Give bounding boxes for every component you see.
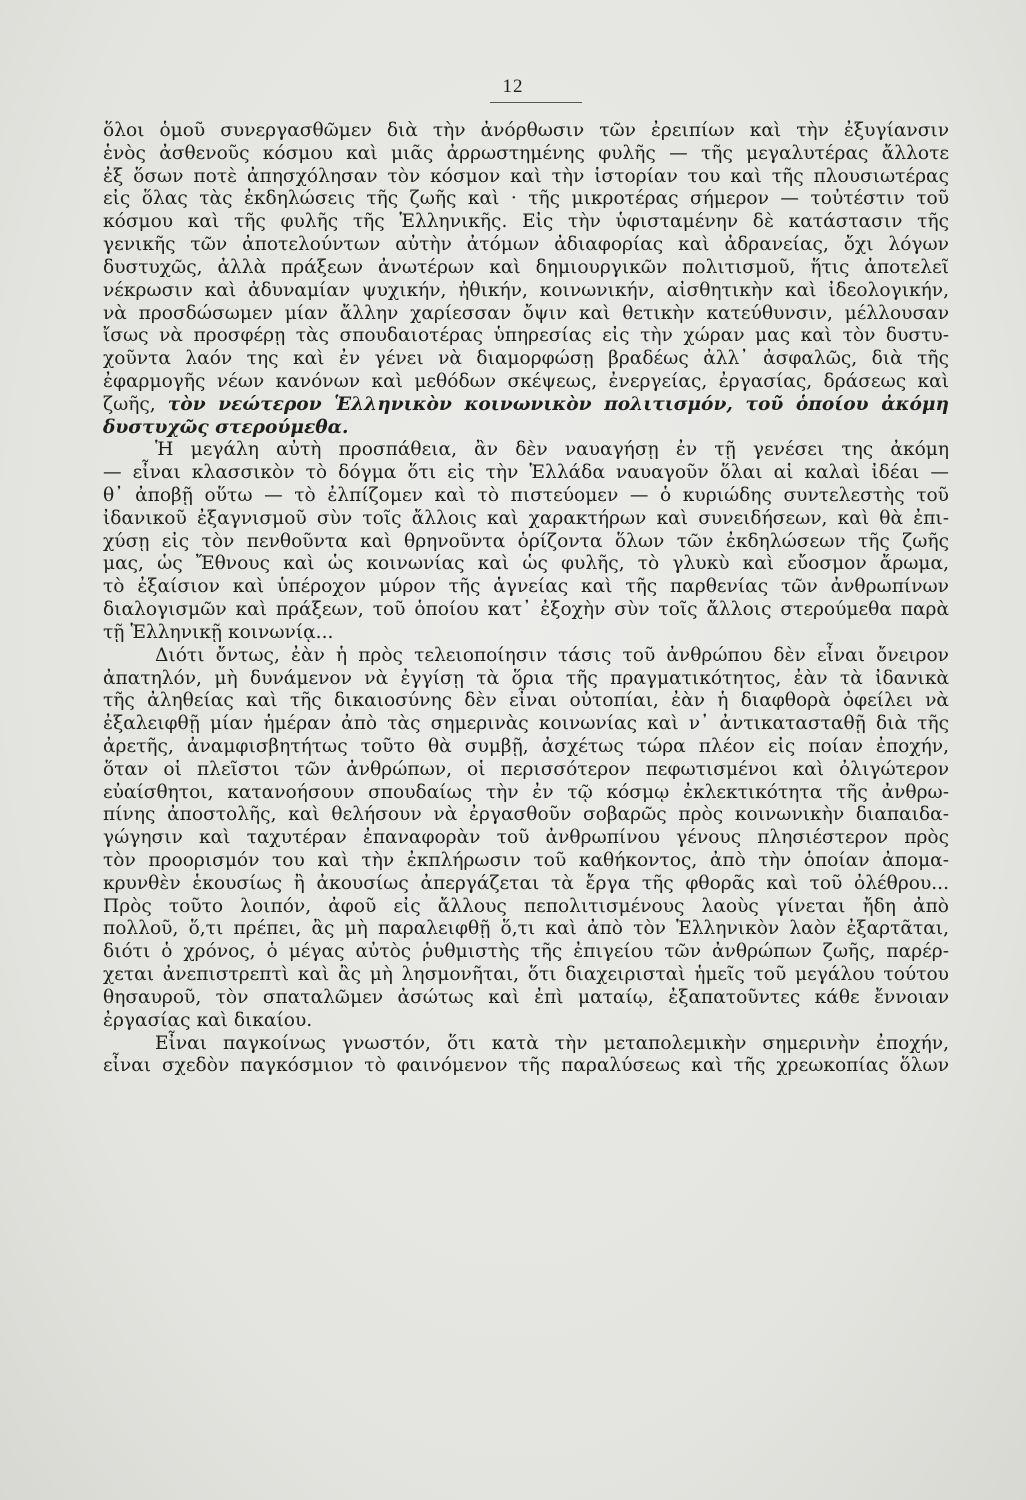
- text-line: ἰδανικοῦ ἐξαγνισμοῦ σὺν τοῖς ἄλλοις καὶ χαρακτήρων καὶ συνειδήσεων, καὶ θὰ ἐπι-: [103, 507, 949, 529]
- text-line: πίνης ἀποστολῆς, καὶ θελήσουν νὰ ἐργασθοῦν σοβαρῶς πρὸς κοινωνικὴν διαπαιδα-: [103, 804, 949, 826]
- text-line: διαλογισμῶν καὶ πράξεων, τοῦ ὁποίου κατ᾽ ἐξοχὴν σὺν τοῖς ἄλλοις στερούμεθα παρὰ: [103, 599, 949, 621]
- text-line: ἴσως νὰ προσφέρῃ τὰς σπουδαιοτέρας ὑπηρεσίας εἰς τὴν χώραν μας καὶ τὸν δυστυ-: [103, 325, 949, 347]
- text-line: κρυνθὲν ἑκουσίως ἢ ἀκουσίως ἀπεργάζεται τὰ ἔργα τῆς φθορᾶς καὶ τοῦ ὀλέθρου...: [103, 872, 949, 894]
- text-line: ἐφαρμογῆς νέων κανόνων καὶ μεθόδων σκέψεως, ἐνεργείας, ἐργασίας, δράσεως καὶ: [103, 370, 949, 392]
- plain-text: ζωῆς,: [103, 393, 156, 415]
- text-line: ἀρετῆς, ἀναμφισβητήτως τοῦτο θὰ συμβῇ, ἀσχέτως τώρα πλέον εἰς ποίαν ἐποχήν,: [103, 735, 949, 757]
- text-line: χεται ἀνεπιστρεπτὶ καὶ ἂς μὴ λησμονῆται, ὅτι διαχειρισταὶ ἡμεῖς τοῦ μεγάλου τούτου: [103, 964, 949, 986]
- text-line: τὸ ἐξαίσιον καὶ ὑπέροχον μύρον τῆς ἁγνείας καὶ τῆς παρθενίας τῶν ἀνθρωπίνων: [103, 576, 949, 598]
- text-line: χύσῃ εἰς τὸν πενθοῦντα καὶ θρηνοῦντα ὁρίζοντα ὅλων τῶν ἐκδηλώσεων τῆς ζωῆς: [103, 530, 949, 552]
- text-line: κόσμου καὶ τῆς φυλῆς τῆς Ἑλληνικῆς. Εἰς τὴν ὑφισταμένην δὲ κατάστασιν τῆς: [103, 211, 949, 233]
- body-text: [103, 120, 949, 1078]
- text-line: ἐξ ὅσων ποτὲ ἀπησχόλησαν τὸν κόσμον καὶ τὴν ἱστορίαν του καὶ τῆς πλουσιωτέρας: [103, 165, 949, 187]
- text-line: ὅταν οἱ πλεῖστοι τῶν ἀνθρώπων, οἱ περισσότερον πεφωτισμένοι καὶ ὀλιγώτερον: [103, 758, 949, 780]
- paragraph-4: [103, 1033, 949, 1079]
- text-line: θ᾽ ἀποβῇ οὕτω — τὸ ἐλπίζομεν καὶ τὸ πιστεύομεν — ὁ κυριώδης συντελεστὴς τοῦ: [103, 485, 949, 506]
- text-line: πολλοῦ, ὅ,τι πρέπει, ἂς μὴ παραλειφθῇ ὅ,τι καὶ ἀπὸ τὸν Ἑλληνικὸν λαὸν ἐξαρτᾶται,: [103, 918, 949, 940]
- text-line: διότι ὁ χρόνος, ὁ μέγας αὐτὸς ῥυθμιστὴς τῆς ἐπιγείου τῶν ἀνθρώπων ζωῆς, παρέρ-: [103, 941, 949, 963]
- text-line: Διότι ὄντως, ἐὰν ἡ πρὸς τελειοποίησιν τάσις τοῦ ἀνθρώπου δὲν εἶναι ὄνειρον: [155, 644, 949, 666]
- text-line: εἶναι σχεδὸν παγκόσμιον τὸ φαινόμενον τῆς παραλύσεως καὶ τῆς χρεωκοπίας ὅλων: [103, 1055, 949, 1077]
- text-line: Εἶναι παγκοίνως γνωστόν, ὅτι κατὰ τὴν μεταπολεμικὴν σημερινὴν ἐποχήν,: [155, 1032, 949, 1054]
- paragraph-1: [103, 120, 949, 439]
- page-number-rule: [490, 102, 582, 103]
- text-line: δυστυχῶς, ἀλλὰ πράξεων ἀνωτέρων καὶ δημιουργικῶν πολιτισμοῦ, ἥτις ἀποτελεῖ: [103, 256, 949, 278]
- text-line: ὅλοι ὁμοῦ συνεργασθῶμεν διὰ τὴν ἀνόρθωσιν τῶν ἐρειπίων καὶ τὴν ἐξυγίανσιν: [103, 120, 949, 141]
- paragraph-2: [103, 439, 949, 644]
- text-line: ἀπατηλόν, μὴ δυνάμενον νὰ ἐγγίσῃ τὰ ὅρια τῆς πραγματικότητος, ἐὰν τὰ ἰδανικὰ: [103, 667, 949, 689]
- text-line-mixed: [103, 394, 949, 417]
- text-line: νέκρωσιν καὶ ἀδυναμίαν ψυχικήν, ἠθικήν, κοινωνικήν, αἰσθητικὴν καὶ ἰδεολογικήν,: [103, 279, 949, 301]
- text-line: ἑνὸς ἀσθενοῦς κόσμου καὶ μιᾶς ἀρρωστημένης φυλῆς — τῆς μεγαλυτέρας ἄλλοτε: [103, 142, 949, 164]
- text-line: Πρὸς τοῦτο λοιπόν, ἀφοῦ εἰς ἄλλους πεπολιτισμένους λαοὺς γίνεται ἤδη ἀπὸ: [103, 895, 949, 917]
- paragraph-3: [103, 645, 949, 1033]
- emphasized-text: τὸν νεώτερον Ἑλληνικὸν κοινωνικὸν πολιτισμόν, τοῦ ὁποίου ἀκόμη: [167, 393, 949, 415]
- text-line: γώγησιν καὶ ταχυτέραν ἐπαναφορὰν τοῦ ἀνθρωπίνου γένους πλησιέστερον πρὸς: [103, 827, 949, 849]
- text-line: τῇ Ἑλληνικῇ κοινωνίᾳ...: [103, 621, 334, 643]
- text-line: ἐξαλειφθῇ μίαν ἡμέραν ἀπὸ τὰς σημερινὰς κοινωνίας καὶ ν᾽ ἀντικατασταθῇ διὰ τῆς: [103, 713, 949, 735]
- text-line: χοῦντα λαόν της καὶ ἐν γένει νὰ διαμορφώσῃ βραδέως ἀλλ᾽ ἀσφαλῶς, διὰ τῆς: [103, 348, 949, 370]
- text-line: — εἶναι κλασσικὸν τὸ δόγμα ὅτι εἰς τὴν Ἑλλάδα ναυαγοῦν ὅλαι αἱ καλαὶ ἰδέαι —: [103, 462, 949, 484]
- text-line: γενικῆς τῶν ἀποτελούντων αὐτὴν ἀτόμων ἀδιαφορίας καὶ ἀδρανείας, ὄχι λόγων: [103, 234, 949, 256]
- text-line: τὸν προορισμόν του καὶ τὴν ἐκπλήρωσιν τοῦ καθήκοντος, ἀπὸ τὴν ὁποίαν ἀπομα-: [103, 850, 949, 871]
- emphasized-text-line: δυστυχῶς στερούμεθα.: [103, 416, 349, 438]
- text-line: Ἡ μεγάλη αὐτὴ προσπάθεια, ἂν δὲν ναυαγήσῃ ἐν τῇ γενέσει της ἀκόμη: [155, 439, 949, 461]
- text-line: εἰς ὅλας τὰς ἐκδηλώσεις τῆς ζωῆς καὶ · τῆς μικροτέρας σήμερον — τοὐτέστιν τοῦ: [103, 188, 949, 210]
- text-line: θησαυροῦ, τὸν σπαταλῶμεν ἀσώτως καὶ ἐπὶ ματαίῳ, ἐξαπατοῦντες κάθε ἔννοιαν: [103, 986, 949, 1008]
- text-line: μας, ὡς Ἔθνους καὶ ὡς κοινωνίας καὶ ὡς φυλῆς, τὸ γλυκὺ καὶ εὔοσμον ἄρωμα,: [103, 553, 949, 575]
- text-line: νὰ προσδώσωμεν μίαν ἄλλην χαρίεσσαν ὄψιν καὶ θετικὴν κατεύθυνσιν, μέλλουσαν: [103, 302, 949, 324]
- page-number: 12: [502, 76, 524, 97]
- text-line: ἐργασίας καὶ δικαίου.: [103, 1009, 313, 1031]
- text-line: τῆς ἀληθείας καὶ τῆς δικαιοσύνης δὲν εἶναι οὐτοπίαι, ἐὰν ἡ διαφθορὰ ὀφείλει νὰ: [103, 690, 949, 712]
- text-line: εὐαίσθητοι, κατανοήσουν σπουδαίως τὴν ἐν τῷ κόσμῳ ἐκλεκτικότητα τῆς ἀνθρω-: [103, 781, 949, 803]
